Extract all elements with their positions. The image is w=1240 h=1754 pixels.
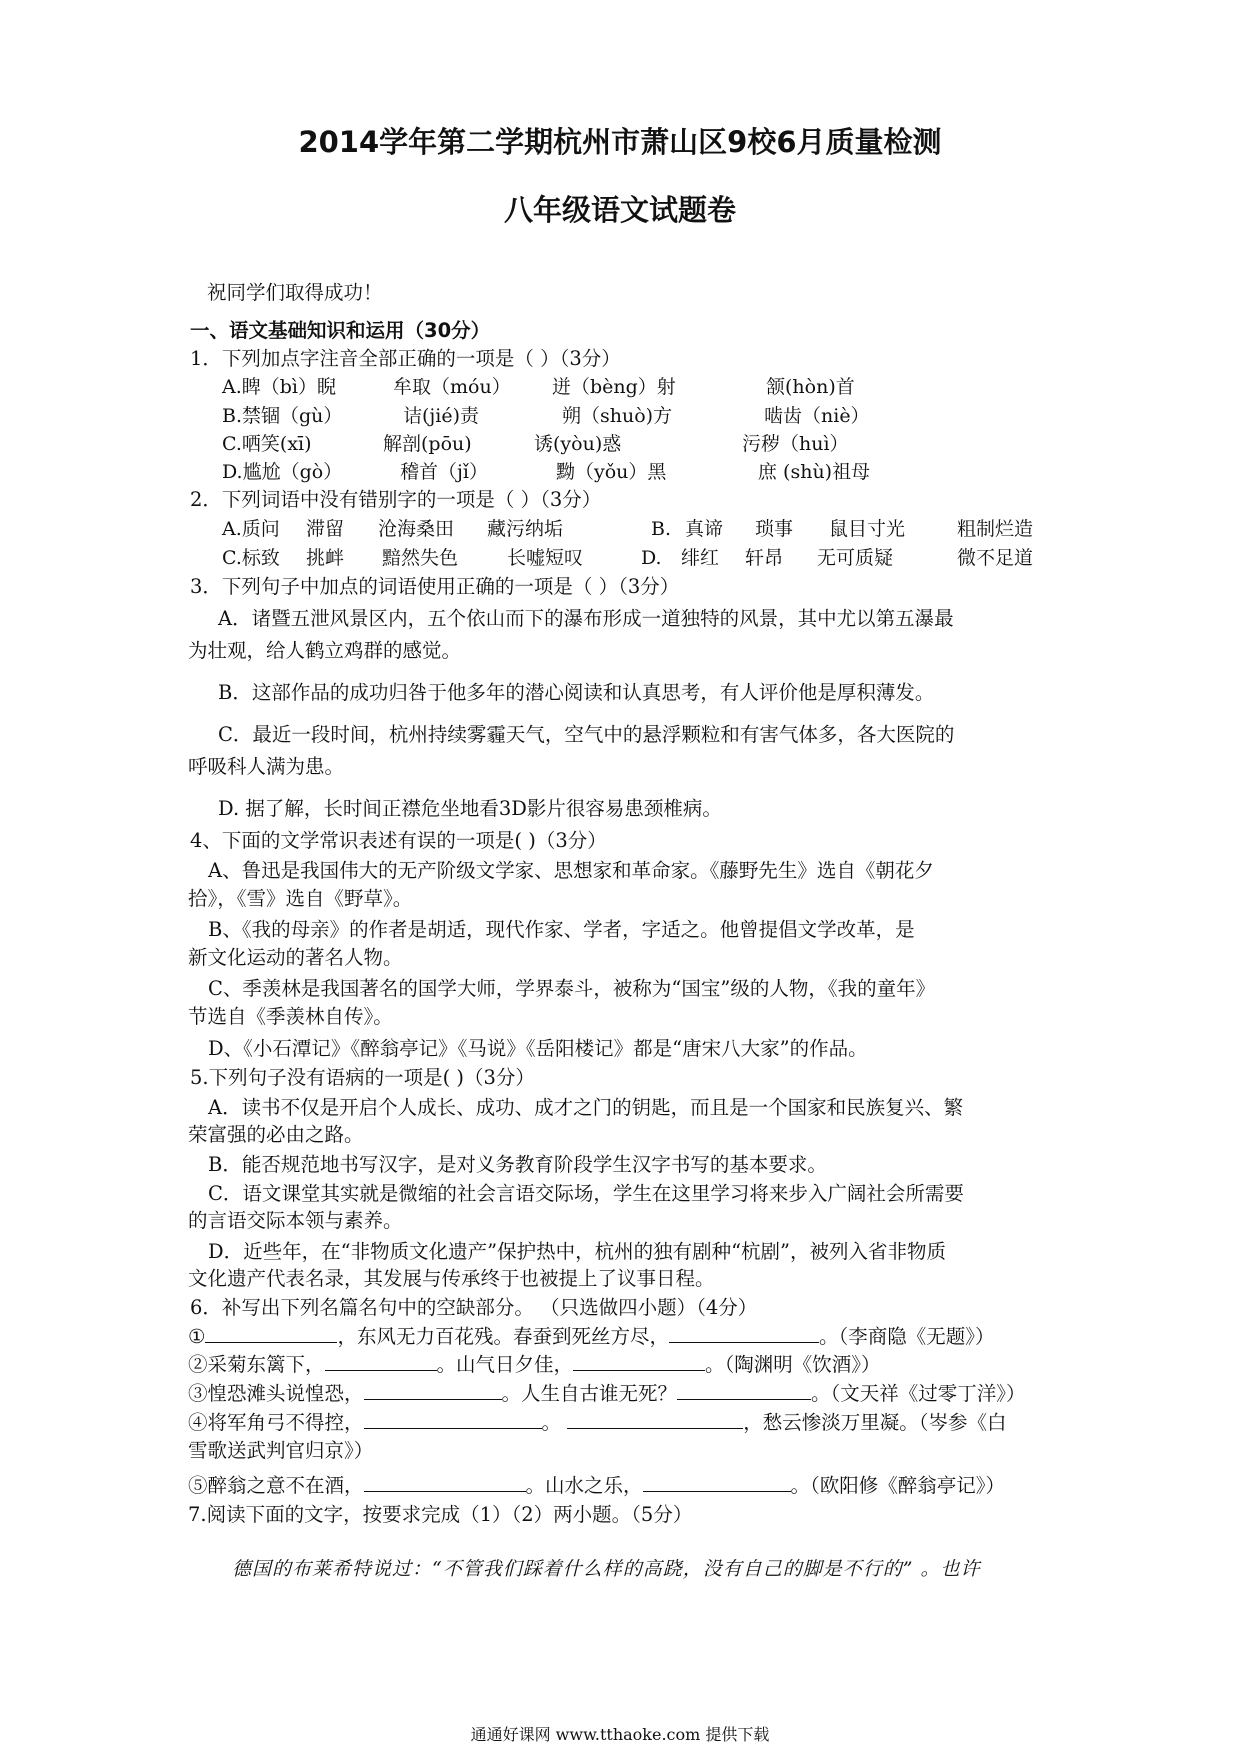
q2-option-letter: B. [651,518,672,540]
q2-word: 绯红 [681,547,720,569]
q2-word: 藏污纳垢 [487,518,564,540]
q1-option-d-1: D.尴尬（gò） [222,461,343,483]
q2-word: 真谛 [685,518,724,540]
question-5-stem: 5.下列句子没有语病的一项是( )（3分） [190,1066,535,1089]
q6-line-4-text: ，愁云惨淡万里凝。（岑参《白 [743,1411,1007,1434]
q6-line-1-text: ① [188,1325,206,1348]
answer-blank[interactable] [364,1381,502,1400]
q2-word: 琐事 [755,518,794,540]
q1-option-a-3: 迸（bèng）射 [552,376,676,398]
q6-line-3-text: 。（文天祥《过零丁洋》） [811,1382,1026,1405]
q4-option-a: A、鲁迅是我国伟大的无产阶级文学家、思想家和革命家。《藤野先生》选自《朝花夕 [208,859,934,882]
question-7-stem: 7.阅读下面的文字，按要求完成（1）（2）两小题。（5分） [188,1503,693,1526]
q5-option-c: C．语文课堂其实就是微缩的社会言语交际场，学生在这里学习将来步入广阔社会所需要 [208,1182,964,1205]
q6-line-5 [188,1473,1005,1499]
q2-word: A.质问 [222,518,280,540]
q6-line-5-text: ⑤醉翁之意不在酒， [188,1474,364,1497]
q3-option-d: D. 据了解，长时间正襟危坐地看3D影片很容易患颈椎病。 [218,797,722,820]
exam-subtitle: 八年级语文试题卷 [503,193,736,227]
answer-blank[interactable] [205,1324,337,1343]
q2-word: 无可质疑 [817,547,894,569]
answer-blank[interactable] [325,1352,437,1371]
q5-option-a-cont: 荣富强的必由之路。 [188,1123,364,1146]
q5-option-d-cont: 文化遗产代表名录，其发展与传承终于也被提上了议事日程。 [188,1267,715,1290]
question-4-stem: 4、下面的文学常识表述有误的一项是( )（3分） [190,829,607,852]
q1-option-b-3: 朔（shuò)方 [562,405,673,427]
q6-line-4 [188,1410,1007,1436]
q3-option-c: C．最近一段时间，杭州持续雾霾天气，空气中的悬浮颗粒和有害气体多，各大医院的 [218,723,955,746]
q6-line-4-cont: 雪歌送武判官归京》） [188,1439,374,1462]
q4-option-b-cont: 新文化运动的著名人物。 [188,946,403,969]
answer-blank[interactable] [669,1324,819,1343]
q5-option-b: B．能否规范地书写汉字，是对义务教育阶段学生汉字书写的基本要求。 [208,1153,827,1176]
section-heading-1: 一、语文基础知识和运用（30分） [190,319,491,342]
q6-line-1-text: ，东风无力百花残。春蚕到死丝方尽， [337,1325,669,1348]
q4-option-d: D、《小石潭记》《醉翁亭记》《马说》《岳阳楼记》都是“唐宋八大家”的作品。 [208,1037,868,1060]
q1-option-d-4: 庶 (shù)祖母 [758,461,871,483]
q6-line-3-text: ③惶恐滩头说惶恐， [188,1382,364,1405]
q4-option-c: C、季羡林是我国著名的国学大师，学界泰斗，被称为“国宝”级的人物，《我的童年》 [208,977,936,1000]
answer-blank[interactable] [677,1381,811,1400]
answer-blank[interactable] [643,1473,791,1492]
q1-option-d-3: 黝（yǒu）黑 [556,461,667,483]
q6-line-5-text: 。（欧阳修《醉翁亭记》） [790,1474,1006,1497]
answer-blank[interactable] [364,1410,542,1429]
q6-line-2-text: 。（陶渊明《饮酒》） [705,1353,881,1376]
q1-option-c-2: 解剖(pōu) [383,433,472,455]
q2-word: 粗制烂造 [957,518,1034,540]
q5-option-a: A．读书不仅是开启个人成长、成功、成才之门的钥匙，而且是一个国家和民族复兴、繁 [208,1096,964,1119]
q4-option-c-cont: 节选自《季羡林自传》。 [188,1005,393,1028]
q1-option-a-2: 牟取（móu） [393,376,511,398]
question-2-stem: 2．下列词语中没有错别字的一项是（ ）（3分） [190,488,602,511]
q4-option-a-cont: 拾》，《雪》选自《野草》。 [188,887,413,910]
q6-line-5-text: 。山水之乐， [525,1474,643,1497]
q6-line-4-text: ④将军角弓不得控， [188,1411,364,1434]
q1-option-a-4: 颔(hòn)首 [766,376,855,398]
q2-word: 长嘘短叹 [507,547,584,569]
q6-line-2-text: ②采菊东篱下， [188,1353,325,1376]
q2-word: 轩昂 [745,547,784,569]
greeting: 祝同学们取得成功！ [207,281,383,304]
q1-option-b-1: B.禁锢（gù） [222,405,343,427]
q6-line-4-text: 。 [541,1411,562,1434]
q2-word: 沧海桑田 [378,518,455,540]
q6-line-1-text: 。（李商隐《无题》） [819,1325,995,1348]
answer-blank[interactable] [364,1473,526,1492]
q5-option-d: D．近些年，在“非物质文化遗产”保护热中，杭州的独有剧种“杭剧”，被列入省非物质 [208,1240,947,1263]
footer: 通通好课网 www.tthaoke.com 提供下载 [470,1725,770,1744]
q3-option-a: A．诸暨五泄风景区内，五个依山而下的瀑布形成一道独特的风景，其中尤以第五瀑最 [218,607,954,630]
q3-option-a-cont: 为壮观，给人鹤立鸡群的感觉。 [188,639,462,662]
q6-line-3 [188,1381,1026,1407]
q1-option-c-1: C.哂笑(xī) [222,433,312,455]
question-3-stem: 3．下列句子中加点的词语使用正确的一项是（ ）（3分） [190,575,680,598]
q6-line-3-text: 。人生自古谁无死？ [501,1382,678,1405]
question-6-stem: 6．补写出下列名篇名句中的空缺部分。 （只选做四小题）（4分） [190,1296,758,1319]
q2-word: 挑衅 [306,547,345,569]
q2-word: C.标致 [222,547,280,569]
q1-option-b-2: 诘(jié)责 [403,405,480,427]
question-1-stem: 1．下列加点字注音全部正确的一项是（ ）（3分） [190,347,621,370]
q2-option-letter: D. [641,547,662,569]
q1-option-c-4: 污秽（huì） [742,433,849,455]
q1-option-a-1: A.睥（bì）睨 [222,376,337,398]
q2-word: 滞留 [306,518,345,540]
answer-blank[interactable] [567,1410,743,1429]
q6-line-2-text: 。山气日夕佳， [436,1353,574,1376]
q1-option-d-2: 稽首（jǐ） [400,461,488,483]
q4-option-b: B、《我的母亲》的作者是胡适，现代作家、学者，字适之。他曾提倡文学改革，是 [208,918,915,941]
answer-blank[interactable] [573,1352,705,1371]
q5-option-c-cont: 的言语交际本领与素养。 [188,1209,403,1232]
q7-passage: 德国的布莱希特说过：“不管我们踩着什么样的高跷，没有自己的脚是不行的” 。也许 [232,1558,981,1580]
q2-word: 微不足道 [957,547,1034,569]
exam-title: 2014学年第二学期杭州市萧山区9校6月质量检测 [298,125,942,159]
q1-option-c-3: 诱(yòu)惑 [534,433,622,455]
q3-option-b: B．这部作品的成功归咎于他多年的潜心阅读和认真思考，有人评价他是厚积薄发。 [218,681,935,704]
q6-line-2 [188,1352,881,1378]
q1-option-b-4: 啮齿（niè） [764,405,870,427]
q2-word: 鼠目寸光 [829,518,906,540]
q3-option-c-cont: 呼吸科人满为患。 [188,755,345,778]
q6-line-1 [188,1324,995,1350]
q2-word: 黯然失色 [382,547,459,569]
